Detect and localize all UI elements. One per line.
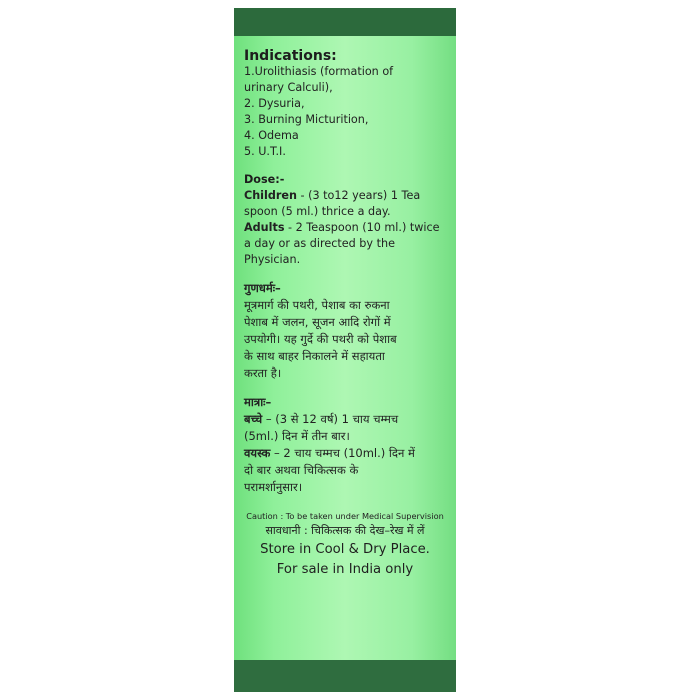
matra-children-line-2: (5ml.) दिन में तीन बार।	[244, 429, 350, 443]
gundharm-line: करता है।	[244, 366, 282, 380]
product-box	[234, 8, 456, 692]
dose-adults-line-3: Physician.	[244, 253, 301, 266]
matra-children-label: बच्चे	[244, 412, 263, 426]
matra-children-text: – (3 से 12 वर्ष) 1 चाय चम्मच	[262, 412, 399, 426]
indication-item: 4. Odema	[244, 129, 299, 142]
caution-text: Caution : To be taken under Medical Supervision	[246, 511, 444, 521]
dose-adults-text: - 2 Teaspoon (10 ml.) twice	[284, 221, 440, 234]
indication-item: urinary Calculi),	[244, 81, 333, 94]
dose-adults-line-2: a day or as directed by the	[244, 237, 395, 250]
box-top-band	[234, 8, 456, 36]
dose-adults-line	[244, 220, 446, 236]
dose-children-label: Children	[244, 189, 297, 202]
gundharm-heading: गुणधर्मः–	[244, 281, 281, 295]
gundharm-line: के साथ बाहर निकालने में सहायता	[244, 349, 385, 363]
matra-heading: मात्राः–	[244, 395, 272, 409]
matra-adults-line	[244, 445, 446, 462]
indication-item: 2. Dysuria,	[244, 97, 305, 110]
storage-instruction: Store in Cool & Dry Place.	[260, 542, 430, 557]
label-content	[244, 48, 446, 580]
dose-children-line-2: spoon (5 ml.) thrice a day.	[244, 205, 391, 218]
dose-children-line	[244, 188, 446, 204]
gundharm-line: मूत्रमार्ग की पथरी, पेशाब का रुकना	[244, 298, 390, 312]
matra-adults-label: वयस्क	[244, 446, 271, 460]
matra-adults-text: – 2 चाय चम्मच (10ml.) दिन में	[270, 446, 415, 460]
matra-adults-line-3: परामर्शानुसार।	[244, 480, 303, 494]
gundharm-line: पेशाब में जलन, सूजन आदि रोगों में	[244, 315, 391, 329]
gundharm-line: उपयोगी। यह गुर्दे की पथरी को पेशाब	[244, 332, 397, 346]
dose-heading: Dose:-	[244, 173, 285, 186]
matra-adults-line-2: दो बार अथवा चिकित्सक के	[244, 463, 359, 477]
indication-item: 3. Burning Micturition,	[244, 113, 369, 126]
indication-item: 5. U.T.I.	[244, 145, 286, 158]
box-bottom-band	[234, 660, 456, 692]
dose-adults-label: Adults	[244, 221, 285, 234]
indication-item: 1.Urolithiasis (formation of	[244, 65, 394, 78]
matra-children-line	[244, 411, 446, 428]
dose-children-text: - (3 to12 years) 1 Tea	[296, 189, 421, 202]
hindi-caution-text: सावधानी : चिकित्सक की देख–रेख में लें	[265, 524, 425, 537]
indications-heading: Indications:	[244, 48, 337, 64]
sale-notice: For sale in India only	[276, 562, 414, 577]
